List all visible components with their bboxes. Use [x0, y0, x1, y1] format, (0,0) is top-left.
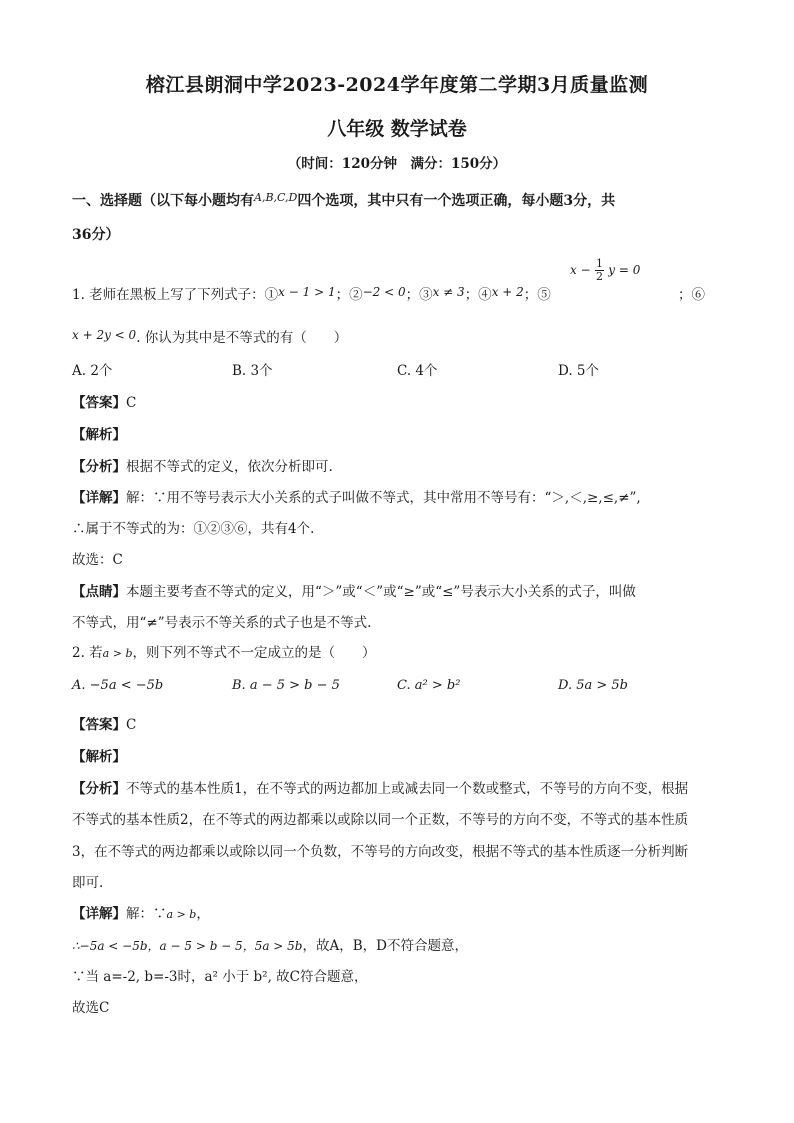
q2-choose: 故选C: [72, 1000, 110, 1016]
q2-option-d[interactable]: D. 5a > 5b: [558, 678, 628, 693]
option-letters: A,B,C,D: [254, 191, 298, 204]
q2-answer: 【答案】C: [72, 717, 137, 733]
q2-detail-line2: ∴−5a < −5b，a − 5 > b − 5，5a > 5b，故A，B，D不符合题意，: [72, 938, 468, 954]
q2-fenxi-3: 3，在不等式的两边都乘以或除以同一个负数，不等号的方向改变，根据不等式的基本性质逐一分析判断: [72, 844, 689, 860]
q1-sep-6: ；⑥: [678, 287, 705, 303]
q1-analysis-label: 【解析】: [72, 427, 126, 443]
q2-fenxi-2: 不等式的基本性质2，在不等式的两边都乘以或除以同一个正数，不等号的方向不变，不等式的基本性质: [72, 812, 689, 828]
q1-comment-cont: 不等式，用“≠”号表示不等关系的式子也是不等式.: [72, 615, 372, 631]
q1-option-b[interactable]: B. 3个: [232, 363, 273, 379]
q2-analysis-label: 【解析】: [72, 749, 126, 765]
q1-expr-3: x ≠ 3: [432, 285, 465, 299]
q1-choose: 故选：C: [72, 552, 123, 568]
q1-expr-4: x + 2: [491, 285, 524, 299]
q2-option-c[interactable]: C. a² > b²: [397, 678, 461, 693]
q1-option-d[interactable]: D. 5个: [558, 363, 600, 379]
section-heading-cont: 36分）: [72, 227, 120, 243]
q2-detail: 【详解】解：∵a > b，: [72, 906, 210, 922]
q1-detail-result: ∴属于不等式的为：①②③⑥，共有4个.: [72, 521, 315, 537]
q1-expr-1: x − 1 > 1: [278, 285, 336, 299]
q1-comment: 【点睛】本题主要考查不等式的定义，用“＞”或“＜”或“≥”或“≤”号表示大小关系的式子，叫做: [72, 584, 636, 600]
q2-detail-line3: ∵当 a=-2, b=-3时，a² 小于 b², 故C符合题意，: [72, 969, 368, 985]
q2-fenxi: 【分析】不等式的基本性质1，在不等式的两边都加上或减去同一个数或整式，不等号的方向不变，根据: [72, 781, 689, 797]
q1-detail: 【详解】解：∵用不等号表示大小关系的式子叫做不等式，其中常用不等号有：“＞,＜,≥,≤,≠”,: [72, 490, 641, 506]
q2-option-a[interactable]: A. −5a < −5b: [72, 678, 164, 693]
q1-option-c[interactable]: C. 4个: [397, 363, 438, 379]
q1-expr-5: x − $\frac{1}{2}$ y = 0: [570, 257, 641, 284]
q2-stem: 2. 若a > b，则下列不等式不一定成立的是（ ）: [72, 645, 376, 661]
q2-options: [72, 678, 724, 698]
q1-expr-2: −2 < 0: [362, 285, 406, 299]
document-title: 榕江县朗洞中学2023-2024学年度第二学期3月质量监测: [145, 74, 649, 96]
q1-fenxi: 【分析】根据不等式的定义，依次分析即可.: [72, 459, 333, 475]
exam-meta: （时间：120分钟 满分：150分）: [287, 156, 507, 172]
q1-stem-cont: x + 2y < 0. 你认为其中是不等式的有（ ）: [72, 328, 348, 346]
q1-stem: 1. 老师在黑板上写了下列式子：①x − 1 > 1；②−2 < 0；③x ≠ 3；④x + 2；⑤: [72, 285, 551, 303]
q1-answer: 【答案】C: [72, 395, 137, 411]
q2-condition: a > b: [102, 647, 133, 660]
document-subtitle: 八年级 数学试卷: [327, 118, 467, 140]
section-heading: 一、选择题（以下每小题均有$^{A,B,C,D}$四个选项，其中只有一个选项正确，每小题3分，共: [72, 191, 616, 209]
q1-option-a[interactable]: A. 2个: [72, 363, 113, 379]
q1-expr-6: x + 2y < 0: [72, 328, 137, 342]
q2-option-b[interactable]: B. a − 5 > b − 5: [232, 678, 340, 693]
fraction: $\frac{1}{2}$: [595, 257, 603, 284]
q1-options: [72, 359, 724, 379]
q2-fenxi-4: 即可.: [72, 875, 104, 891]
